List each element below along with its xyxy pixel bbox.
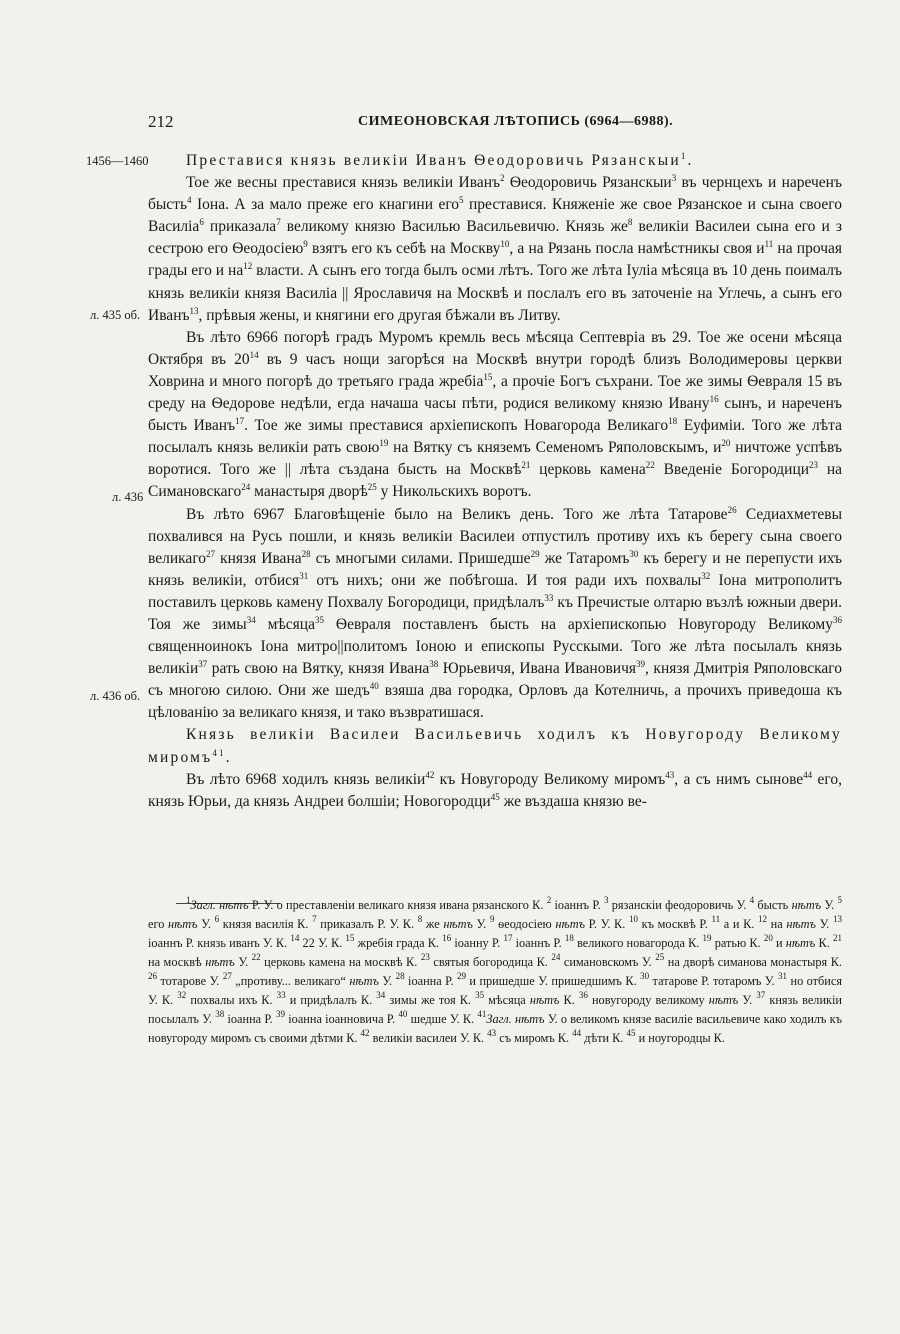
footnote-run: великого новагорода К. xyxy=(573,936,703,950)
footnote-marker: 4 xyxy=(187,195,192,206)
footnote-run: его xyxy=(148,917,168,931)
text-run: къ берегу и не перепусти ихъ князь великiи, отбися xyxy=(148,549,842,589)
footnote-number: 16 xyxy=(442,933,452,943)
footnote-number: 36 xyxy=(578,990,588,1000)
footnote-number: 26 xyxy=(148,971,157,981)
footnote-marker: 42 xyxy=(425,769,435,780)
footnote-run: iоаннъ Р. xyxy=(512,936,565,950)
footnote-marker: 26 xyxy=(727,504,737,515)
footnote-run: iоанна iоанновича Р. xyxy=(285,1012,399,1026)
paragraph-4 xyxy=(148,504,842,725)
footnote-run: жребiя града К. xyxy=(354,936,443,950)
footnote-marker: 6 xyxy=(199,217,204,228)
footnote-run: на дворѣ симанова монастыря К. xyxy=(664,955,842,969)
footnote-number: 31 xyxy=(778,971,788,981)
footnote-number: 20 xyxy=(763,933,773,943)
text-run: , князя Дмитрiя Ряполовскаго съ многою силою. Они же шедъ xyxy=(148,660,842,700)
footnote-number: 32 xyxy=(177,990,187,1000)
footnote-run: но отбися У. К. xyxy=(148,974,842,1007)
margin-folio-436v: л. 436 об. xyxy=(90,689,141,703)
footnote-run: iоанну Р. xyxy=(451,936,504,950)
footnote-run: на xyxy=(767,917,787,931)
footnote-italic: нѣтъ xyxy=(443,917,473,931)
paragraph-5: Князь великiи Василеи Васильевичь ходилъ къ Новугороду Великому миромъ$^{41}$. xyxy=(148,726,842,766)
footnote-run: и пришедше У. пришедшимъ К. xyxy=(465,974,641,988)
footnote-run: къ москвѣ Р. xyxy=(637,917,712,931)
footnote-text xyxy=(148,896,842,1048)
text-run: Ѳеодоровичь Рязанскыи xyxy=(504,174,672,192)
footnote-run: князь великiи посылалъ У. xyxy=(148,993,842,1026)
text-run: , а съ нимъ сынове xyxy=(674,770,804,788)
footnote-run: У. xyxy=(472,917,490,931)
footnote-marker: 9 xyxy=(303,239,308,250)
footnote-number: 17 xyxy=(503,933,513,943)
footnote-run: и xyxy=(772,936,786,950)
text-run: на Симановскаго xyxy=(148,461,842,501)
footnote-marker: 25 xyxy=(367,482,377,493)
footnote-run: iоанна Р. xyxy=(404,974,457,988)
footnote-run: симановскомъ У. xyxy=(560,955,656,969)
footnote-marker: 11 xyxy=(764,239,774,250)
text-run: великiи Василеи сына его и з сестрою его Ѳеодосiею xyxy=(148,218,842,258)
footnote-number: 12 xyxy=(758,914,768,924)
footnote-marker: 39 xyxy=(636,659,646,670)
text-run: съ многыми силами. Пришедше xyxy=(310,549,531,567)
text-run: къ Пречистые олтарю възлѣ южныи двери. Тоя же зимы xyxy=(148,593,842,633)
footnote-marker: 27 xyxy=(206,548,216,559)
footnote-number: 43 xyxy=(487,1028,497,1038)
footnote-run: приказалъ Р. У. К. xyxy=(316,917,418,931)
footnote-marker: 2 xyxy=(500,173,505,184)
footnote-number: 29 xyxy=(456,971,466,981)
footnote-number: 9 xyxy=(489,914,495,924)
text-run: , а прочiе Богъ съхрани. Тое же зимы Ѳевраля 15 въ среду на Ѳедорове недѣли, егда начаша часы пѣти, родися великому князю Ивану xyxy=(148,372,842,413)
footnote-marker: 36 xyxy=(832,614,842,625)
footnote-run: князя василiя К. xyxy=(219,917,313,931)
footnote-marker: 17 xyxy=(235,416,245,427)
footnote-number: 30 xyxy=(640,971,650,981)
footnote-run: К. xyxy=(815,936,833,950)
footnote-run: святыя богородица К. xyxy=(429,955,552,969)
footnote-run: ратью К. xyxy=(711,936,764,950)
footnote-marker: 16 xyxy=(709,394,719,405)
footnote-run: татарове Р. тотаромъ У. xyxy=(649,974,779,988)
page-number: 212 xyxy=(148,112,174,131)
footnote-number: 6 xyxy=(214,914,220,924)
footnote-number: 18 xyxy=(564,933,574,943)
text-run: сынъ, и нареченъ бысть Иванъ xyxy=(148,395,842,435)
footnote-marker: 14 xyxy=(249,349,259,360)
footnote-run: ѳеодосiею xyxy=(494,917,556,931)
text-run: . Тое же зимы преставися архiепископъ Новагорода Великаго xyxy=(244,417,669,435)
footnote-run: У. о великомъ князе василiе васильевиче како ходилъ къ новугороду миромъ съ своими дѣтми К. xyxy=(148,1012,842,1045)
footnote-run: У. xyxy=(378,974,396,988)
footnote-run: новугороду великому xyxy=(587,993,709,1007)
footnote-run: К. xyxy=(559,993,579,1007)
footnote-number: 27 xyxy=(222,971,232,981)
footnote-italic: нѣтъ xyxy=(791,898,822,912)
footnote-run: похвалы ихъ К. xyxy=(186,993,277,1007)
footnote-run: iоаннъ Р. xyxy=(551,898,604,912)
footnote-number: 37 xyxy=(756,990,766,1000)
footnote-number: 22 xyxy=(251,952,261,962)
footnote-number: 10 xyxy=(628,914,638,924)
footnote-marker: 18 xyxy=(668,416,678,427)
footnote-number: 3 xyxy=(603,895,609,905)
footnote-number: 35 xyxy=(475,990,485,1000)
footnote-marker: 15 xyxy=(483,371,493,382)
footnote-number: 25 xyxy=(655,952,665,962)
footnote-number: 34 xyxy=(376,990,386,1000)
text-run: Въ лѣто 6967 Благовѣщенiе было на Великъ день. Того же лѣта Татарове xyxy=(186,505,728,523)
footnote-run: дѣти К. xyxy=(581,1031,627,1045)
footnote-run: У. xyxy=(738,993,757,1007)
footnote-marker: 7 xyxy=(276,217,281,228)
footnote-marker: 19 xyxy=(379,438,389,449)
footnote-number: 21 xyxy=(832,933,842,943)
text-run: же Татаромъ xyxy=(539,549,630,567)
footnote-number: 33 xyxy=(276,990,286,1000)
footnote-run: бысть xyxy=(754,898,792,912)
footnote-number: 8 xyxy=(417,914,423,924)
footnote-run: iоанна Р. xyxy=(224,1012,277,1026)
text-run: у Никольскихъ воротъ. xyxy=(376,483,532,501)
text-run: Седиахметевы похвалився на Русь пошли, и князь великiи Василеи отпустилъ противу ихъ къ берегу сына своего великаго xyxy=(148,505,842,567)
footnote-run: а и К. xyxy=(720,917,759,931)
text-run: манастыря дворѣ xyxy=(250,483,368,501)
footnote-run: iоаннъ Р. князь иванъ У. К. xyxy=(148,936,291,950)
footnote-run: тотарове У. xyxy=(157,974,223,988)
footnote-italic: нѣтъ xyxy=(786,917,816,931)
text-run: рать свою на Вятку, князя Ивана xyxy=(207,660,430,678)
footnote-number: 28 xyxy=(395,971,405,981)
text-run: Введенiе Богородици xyxy=(654,461,810,479)
footnote-number: 19 xyxy=(702,933,712,943)
footnote-run: У. xyxy=(234,955,252,969)
footnote-marker: 10 xyxy=(500,239,510,250)
text-run: отъ нихъ; они же побѣгоша. И тоя ради ихъ похвалы xyxy=(308,571,702,589)
text-run: Въ лѣто 6968 ходилъ князь великiи xyxy=(186,770,426,788)
footnote-number: 13 xyxy=(833,914,842,924)
footnote-number: 39 xyxy=(276,1009,286,1019)
paragraph-6 xyxy=(148,769,842,813)
footnote-marker: 28 xyxy=(301,548,311,559)
footnote-marker: 32 xyxy=(701,570,711,581)
text-run: въ чернцехъ и нареченъ бысть xyxy=(148,174,842,214)
footnote-italic: нѣтъ xyxy=(205,955,235,969)
text-run: , прѣвыя жены, и княгини его другая бѣжали въ Литву. xyxy=(198,306,561,324)
footnote-number: 7 xyxy=(312,914,317,924)
footnote-marker: 8 xyxy=(627,217,633,228)
footnote-number: 24 xyxy=(551,952,561,962)
text-run: великому князю Василью Васильевичю. Князь же xyxy=(280,218,628,236)
margin-years: 1456—1460 xyxy=(86,154,149,168)
footnote-marker: 33 xyxy=(544,592,554,603)
footnote-italic: нѣтъ xyxy=(708,993,739,1007)
text-run: Въ лѣто 6966 погорѣ градъ Муромъ кремль весь мѣсяца Септеврiа въ 29. Тое же осени мѣсяца Октября въ 20 xyxy=(148,328,842,368)
margin-folio-435v: л. 435 об. xyxy=(90,308,141,322)
footnote-run: мѣсяца xyxy=(484,993,530,1007)
footnote-marker: 21 xyxy=(521,460,531,471)
footnote-number: 14 xyxy=(290,933,300,943)
text-run: взятъ его къ себѣ на Москву xyxy=(307,240,501,258)
footnote-marker: 5 xyxy=(459,195,464,206)
footnote-run: великiи василеи У. К. xyxy=(369,1031,488,1045)
text-run: священноинокъ Iона митро||политомъ Iоною и епископы Русскыми. Того же лѣта посылалъ князь великiи xyxy=(148,638,842,678)
footnote-marker: 23 xyxy=(809,460,819,471)
text-run: въ 9 часъ нощи загорѣся на Москвѣ внутри городѣ близъ Володимеровы церкви Ховрина и много погорѣ до третьяго града жребiа xyxy=(148,350,842,390)
text-run: власти. А сынъ его тогда былъ осми лѣтъ. Того же лѣта Iулiа мѣсяца въ 10 день поималъ князь великiи князя Василiа || Ярославичя на Москвѣ и послалъ его въ заточенiе на Углечь, а сынъ его Иванъ xyxy=(148,262,843,324)
footnote-number: 2 xyxy=(546,895,552,905)
footnote-italic: нѣтъ xyxy=(529,993,560,1007)
footnote-run: зимы же тоя К. xyxy=(385,993,476,1007)
footnote-italic: нѣтъ xyxy=(785,936,816,950)
text-run: Тое же весны преставися князь великiи Иванъ xyxy=(186,174,501,192)
footnote-marker: 40 xyxy=(369,681,379,692)
footnote-marker: 44 xyxy=(803,769,813,780)
footnote-number: 11 xyxy=(711,914,721,924)
running-title: СИМЕОНОВСКАЯ ЛѢТОПИСЬ (6964—6988). xyxy=(358,114,674,129)
footnote-run: же xyxy=(422,917,444,931)
footnote-italic: Загл. нѣтъ xyxy=(190,898,249,912)
footnote-marker: 45 xyxy=(490,791,500,802)
footnote-run: на москвѣ xyxy=(148,955,206,969)
footnote-number: 41 xyxy=(477,1009,487,1019)
text-run: взяша два городка, Орловъ да Котелничь, а прочихъ приведоша къ цѣлованiю за великаго князя, и тако възвратишася. xyxy=(148,682,842,722)
text-run: Юрьевичя, Ивана Ивановичя xyxy=(438,660,637,678)
footnote-run: Р. У. К. xyxy=(584,917,629,931)
footnote-marker: 43 xyxy=(665,769,675,780)
text-run: Iона. А за мало преже его кнагини его xyxy=(191,196,460,214)
footnote-marker: 34 xyxy=(246,614,256,625)
footnote-marker: 38 xyxy=(429,659,439,670)
footnote-marker: 30 xyxy=(629,548,639,559)
footnote-run: У. xyxy=(821,898,838,912)
text-run: приказала xyxy=(203,218,277,236)
footnote-run: шедше У. К. xyxy=(407,1012,478,1026)
footnote-number: 38 xyxy=(215,1009,225,1019)
footnote-number: 15 xyxy=(345,933,355,943)
footnote-run: У. xyxy=(197,917,215,931)
footnote-marker: 20 xyxy=(721,438,731,449)
text-run: на прочая грады его и на xyxy=(148,240,842,280)
footnote-marker: 31 xyxy=(299,570,309,581)
footnote-marker: 13 xyxy=(189,305,199,316)
footnote-number: 44 xyxy=(572,1028,582,1038)
text-run: мѣсяца xyxy=(255,615,315,633)
text-run: же въздаша князю ве- xyxy=(499,792,647,810)
footnote-marker: 12 xyxy=(243,261,253,272)
footnote-run: церковь камена на москвѣ К. xyxy=(260,955,421,969)
footnote-italic: нѣтъ xyxy=(168,917,198,931)
text-run: ничтоже успѣвъ воротися. Того же || лѣта създана бысть на Москвѣ xyxy=(148,439,842,479)
paragraph-3 xyxy=(148,327,842,504)
chronicle-text xyxy=(148,150,842,813)
footnote-number: 45 xyxy=(626,1028,636,1038)
footnote-run: Р. У. о преставленiи великаго князя ивана рязанского К. xyxy=(248,898,547,912)
text-run: князя Ивана xyxy=(215,549,302,567)
footnote-run: съ миромъ К. xyxy=(496,1031,573,1045)
footnote-marker: 35 xyxy=(314,614,324,625)
footnote-number: 42 xyxy=(360,1028,370,1038)
text-run: преставися. Княженiе же свое Рязанское и сына своего Василiа xyxy=(148,196,842,236)
footnote-number: 23 xyxy=(420,952,430,962)
footnote-marker: 29 xyxy=(530,548,540,559)
text-run: Iона митрополитъ поставилъ церковь камену Похвалу Богородици, придѣлалъ xyxy=(148,571,842,611)
text-run: его, князь Юрьи, да князь Андреи болшiи; Новогородци xyxy=(148,770,842,810)
footnote-run: и придѣлалъ К. xyxy=(285,993,377,1007)
paragraph-2 xyxy=(148,172,842,327)
margin-folio-436: л. 436 xyxy=(112,490,144,504)
footnote-marker: 37 xyxy=(198,659,208,670)
footnote-italic: Загл. нѣтъ xyxy=(486,1012,545,1026)
footnote-number: 1 xyxy=(186,895,191,905)
footnote-number: 4 xyxy=(749,895,755,905)
text-run: Ѳевраля поставленъ бысть на архiепископью Новугороду Великому xyxy=(323,615,833,633)
footnote-run: и ноугородцы К. xyxy=(635,1031,725,1045)
footnote-italic: нѣтъ xyxy=(349,974,379,988)
footnote-marker: 22 xyxy=(645,460,655,471)
footnote-marker: 3 xyxy=(671,173,677,184)
text-run: къ Новугороду Великому миромъ xyxy=(434,770,666,788)
footnote-italic: нѣтъ xyxy=(555,917,585,931)
footnote-run: 22 У. К. xyxy=(299,936,346,950)
footnotes xyxy=(148,896,842,1048)
text-run: Еуфимiи. Того же лѣта посылалъ князь великiи рать свою xyxy=(148,417,843,457)
footnote-number: 40 xyxy=(398,1009,408,1019)
footnote-run: У. xyxy=(815,917,833,931)
footnote-run: „противу... великаго“ xyxy=(231,974,350,988)
footnote-run: рязанскiи феодоровичь У. xyxy=(608,898,750,912)
paragraph-1: Преставися князь великiи Иванъ Ѳеодоровичь Рязанскыи$^1$. xyxy=(186,151,694,169)
text-run: , а на Рязань посла намѣстникы своя и xyxy=(509,240,765,258)
footnote-marker: 24 xyxy=(241,482,251,493)
footnote-number: 5 xyxy=(837,895,842,905)
text-run: на Вятку съ княземъ Семеномъ Ряполовскымъ, и xyxy=(388,439,722,457)
text-run: церковь камена xyxy=(530,461,646,479)
